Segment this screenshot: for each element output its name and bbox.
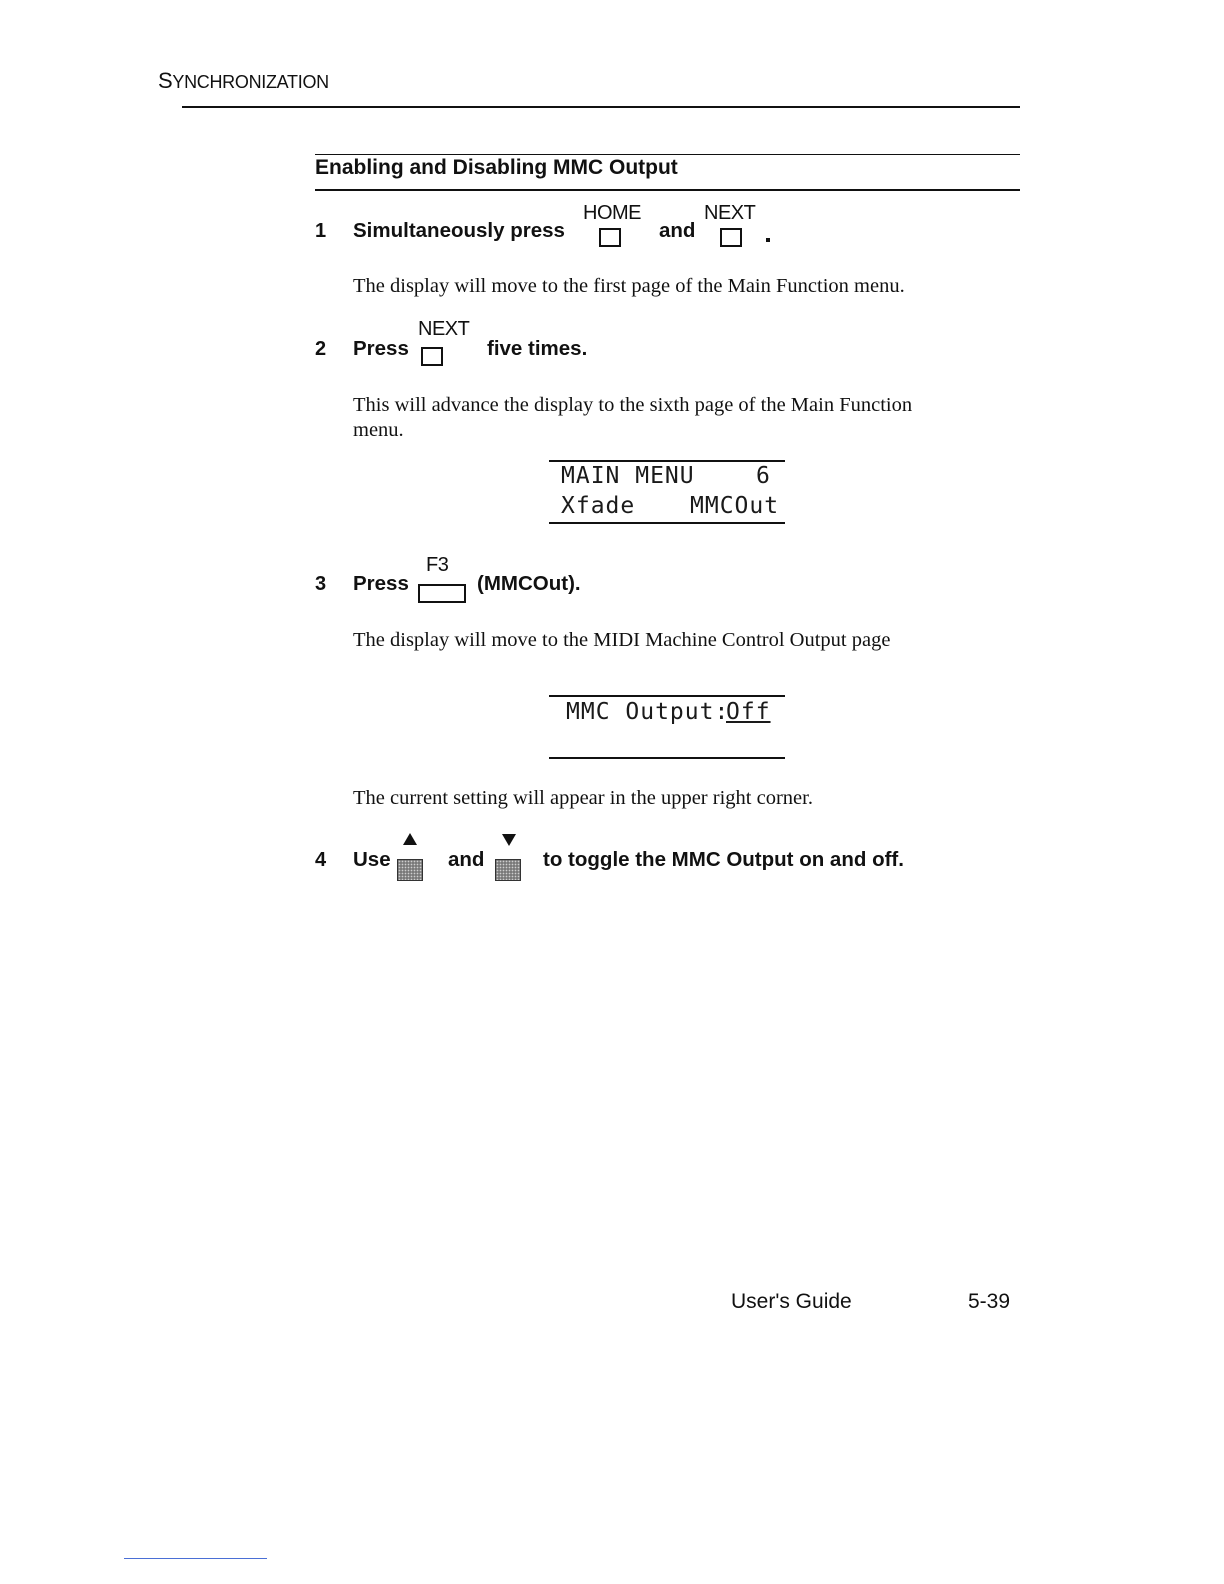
step-1-text-a: Simultaneously press (353, 219, 565, 242)
running-header-text: YNCHRONIZATION (172, 72, 329, 92)
down-arrow-icon (502, 834, 516, 846)
step-4-text-b: and (448, 848, 485, 871)
next-key-icon (421, 347, 443, 366)
step-1-result: The display will move to the first page of the Main Function menu. (353, 275, 905, 297)
f3-key-icon (418, 584, 466, 603)
up-arrow-icon (403, 833, 417, 845)
step-1-next-label: NEXT (704, 202, 756, 224)
footer-page-number: 5-39 (968, 1290, 1011, 1313)
step-2-result-line-2: menu. (353, 419, 404, 441)
step-2-number: 2 (315, 338, 327, 360)
lcd-mmc-top-rule (549, 695, 785, 697)
step-2-next-label: NEXT (418, 318, 470, 340)
step-4-text-c: to toggle the MMC Output on and off. (543, 848, 904, 871)
footer-guide-title: User's Guide (731, 1290, 852, 1313)
lcd-main-menu-line2-left: Xfade (561, 493, 636, 519)
step-2-text-a: Press (353, 337, 409, 360)
lcd-mmc-value: Off (726, 699, 771, 725)
step-1-number: 1 (315, 220, 327, 242)
lcd-main-menu-line1-left: MAIN MENU (561, 463, 695, 489)
step-3-number: 3 (315, 573, 327, 595)
down-arrow-key-icon (495, 859, 521, 881)
step-3-after: The current setting will appear in the upper right corner. (353, 787, 813, 809)
section-rule-top (315, 154, 1020, 155)
next-key-icon (720, 228, 742, 247)
header-rule (182, 106, 1020, 108)
step-3-result: The display will move to the MIDI Machine Control Output page (353, 629, 891, 651)
step-1-home-label: HOME (583, 202, 641, 224)
step-3-text-b: (MMCOut). (477, 572, 581, 595)
step-3-f3-label: F3 (426, 554, 449, 576)
section-rule-bottom (315, 189, 1020, 191)
lcd-main-menu-line2-right: MMCOut (690, 493, 780, 519)
lcd-main-menu-top-rule (549, 460, 785, 462)
period-mark (766, 238, 770, 242)
lcd-main-menu-line1-right: 6 (756, 463, 771, 489)
step-2-result-line-1: This will advance the display to the sixth page of the Main Function (353, 394, 913, 416)
step-1-text-b: and (659, 219, 696, 242)
lcd-mmc-label: MMC Output: (566, 699, 730, 725)
lcd-mmc-bottom-rule (549, 757, 785, 759)
step-4-number: 4 (315, 849, 327, 871)
running-header (158, 68, 329, 94)
home-key-icon (599, 228, 621, 247)
step-3-text-a: Press (353, 572, 409, 595)
step-2-text-b: five times. (487, 337, 588, 360)
running-header-initial: S (158, 68, 173, 93)
up-arrow-key-icon (397, 859, 423, 881)
bottom-link-rule (124, 1558, 267, 1559)
lcd-main-menu-bottom-rule (549, 522, 785, 524)
step-4-text-a: Use (353, 848, 391, 871)
section-title: Enabling and Disabling MMC Output (315, 156, 678, 179)
